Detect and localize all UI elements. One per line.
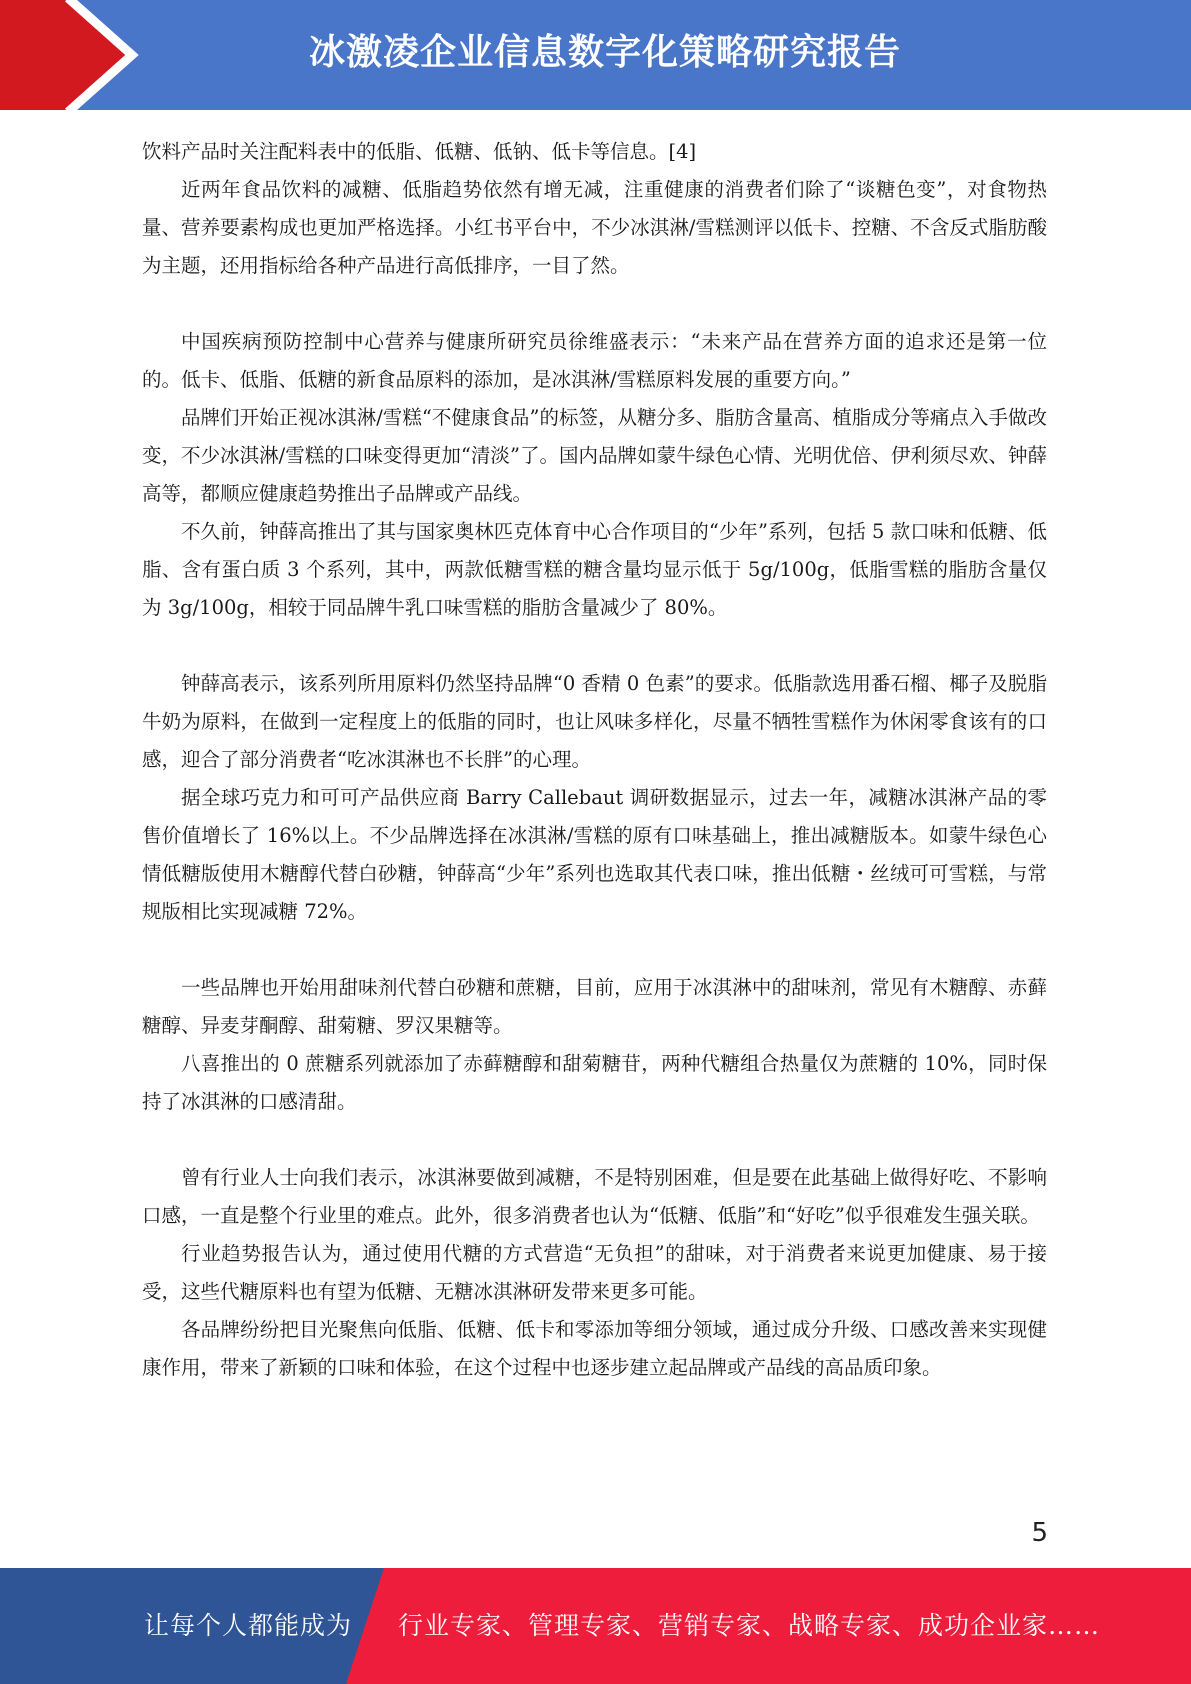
paragraph: 八喜推出的 0 蔗糖系列就添加了赤藓糖醇和甜菊糖苷，两种代糖组合热量仅为蔗糖的 10%，同时保持了冰淇淋的口感清甜。 [142,1052,1047,1113]
page-number: 5 [1031,1518,1048,1548]
paragraph-spacer [142,931,1047,969]
header-chevron-decoration [0,0,150,110]
footer-slogan-roles: 行业专家、管理专家、营销专家、战略专家、成功企业家…… [398,1611,1101,1640]
paragraph: 不久前，钟薛高推出了其与国家奥林匹克体育中心合作项目的“少年”系列，包括 5 款口味和低糖、低脂、含有蛋白质 3 个系列，其中，两款低糖雪糕的糖含量均显示低于 5g/100g，低脂雪糕的脂肪含量仅为 3g/100g，相较于同品牌牛乳口味雪糕的脂肪含量减少了 80%。 [142,520,1047,619]
paragraph: 钟薛高表示，该系列所用原料仍然坚持品牌“0 香精 0 色素”的要求。低脂款选用番石榴、椰子及脱脂牛奶为原料，在做到一定程度上的低脂的同时，也让风味多样化，尽量不牺牲雪糕作为休闲零食该有的口感，迎合了部分消费者“吃冰淇淋也不长胖”的心理。 [142,672,1047,771]
paragraph: 品牌们开始正视冰淇淋/雪糕“不健康食品”的标签，从糖分多、脂肪含量高、植脂成分等痛点入手做改变，不少冰淇淋/雪糕的口味变得更加“清淡”了。国内品牌如蒙牛绿色心情、光明优倍、伊利须尽欢、钟薛高等，都顺应健康趋势推出子品牌或产品线。 [142,406,1047,505]
paragraph: 据全球巧克力和可可产品供应商 Barry Callebaut 调研数据显示，过去一年，减糖冰淇淋产品的零售价值增长了 16%以上。不少品牌选择在冰淇淋/雪糕的原有口味基础上，推出减糖版本。如蒙牛绿色心情低糖版使用木糖醇代替白砂糖，钟薛高“少年”系列也选取其代表口味，推出低糖・丝绒可可雪糕，与常规版相比实现减糖 72%。 [142,786,1047,923]
paragraph: 近两年食品饮料的减糖、低脂趋势依然有增无减，注重健康的消费者们除了“谈糖色变”，对食物热量、营养要素构成也更加严格选择。小红书平台中，不少冰淇淋/雪糕测评以低卡、控糖、不含反式脂肪酸为主题，还用指标给各种产品进行高低排序，一目了然。 [142,178,1047,277]
paragraph: 饮料产品时关注配料表中的低脂、低糖、低钠、低卡等信息。[4] [142,140,697,163]
paragraph: 各品牌纷纷把目光聚焦向低脂、低糖、低卡和零添加等细分领域，通过成分升级、口感改善来实现健康作用，带来了新颖的口味和体验，在这个过程中也逐步建立起品牌或产品线的高品质印象。 [142,1318,1047,1379]
paragraph-spacer [142,285,1047,323]
paragraph: 曾有行业人士向我们表示，冰淇淋要做到减糖，不是特别困难，但是要在此基础上做得好吃、不影响口感，一直是整个行业里的难点。此外，很多消费者也认为“低糖、低脂”和“好吃”似乎很难发生强关联。 [142,1166,1047,1227]
paragraph: 行业趋势报告认为，通过使用代糖的方式营造“无负担”的甜味，对于消费者来说更加健康、易于接受，这些代糖原料也有望为低糖、无糖冰淇淋研发带来更多可能。 [142,1242,1047,1303]
page-footer [0,1568,1191,1684]
paragraph-spacer [142,627,1047,665]
footer-slogan-lead: 让每个人都能成为 [144,1611,353,1640]
paragraph: 中国疾病预防控制中心营养与健康所研究员徐维盛表示：“未来产品在营养方面的追求还是第一位的。低卡、低脂、低糖的新食品原料的添加，是冰淇淋/雪糕原料发展的重要方向。” [142,330,1047,391]
document-body [142,133,1047,1387]
paragraph: 一些品牌也开始用甜味剂代替白砂糖和蔗糖，目前，应用于冰淇淋中的甜味剂，常见有木糖醇、赤藓糖醇、异麦芽酮醇、甜菊糖、罗汉果糖等。 [142,976,1047,1037]
paragraph-spacer [142,1121,1047,1159]
report-title: 冰激凌企业信息数字化策略研究报告 [308,32,901,73]
page-header [0,0,1191,110]
